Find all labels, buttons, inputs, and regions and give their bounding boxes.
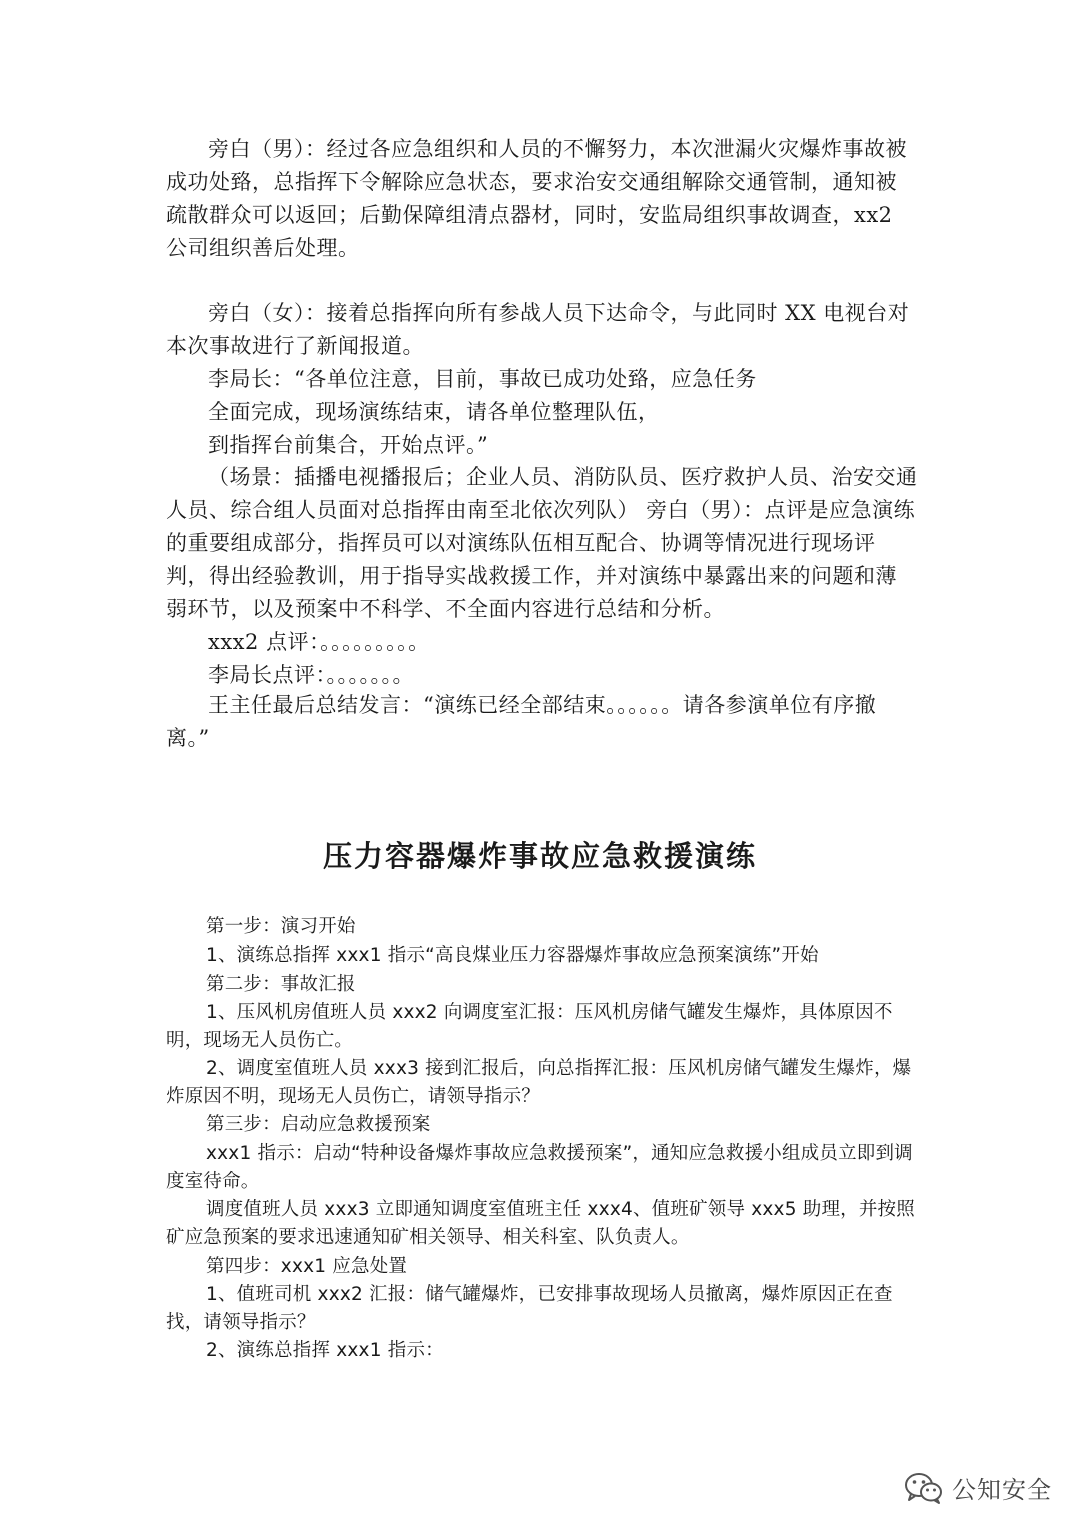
step2-heading: 第二步：事故汇报	[206, 974, 356, 995]
step3-item-1: xxx1 指示：启动“特种设备爆炸事故应急救援预案”，通知应急救援小组成员立即到调度室待命。	[166, 1143, 913, 1192]
step4-heading: 第四步：xxx1 应急处置	[206, 1256, 408, 1277]
review-li: 李局长点评：。。。。。。。	[208, 663, 414, 687]
director-li-line-1: 李局长：“各单位注意，目前，事故已成功处臵，应急任务	[208, 367, 757, 391]
wechat-icon	[904, 1471, 944, 1505]
review-xxx2: xxx2 点评：。。。。。。。。。	[208, 630, 430, 654]
step1-heading: 第一步：演习开始	[206, 916, 356, 937]
narration-paragraph-1: 旁白（男）：经过各应急组织和人员的不懈努力，本次泄漏火灾爆炸事故被成功处臵，总指挥下令解除应急状态，要求治安交通组解除交通管制，通知被疏散群众可以返回；后勤保障组清点器材，同时，安监局组织事故调查，xx2 公司组织善后处理。	[166, 137, 907, 260]
step2-item-2: 2、调度室值班人员 xxx3 接到汇报后，向总指挥汇报：压风机房储气罐发生爆炸，爆炸原因不明，现场无人员伤亡，请领导指示？	[166, 1058, 912, 1107]
step3-heading: 第三步：启动应急救援预案	[206, 1114, 431, 1135]
step4-item-1: 1、值班司机 xxx2 汇报：储气罐爆炸，已安排事故现场人员撤离，爆炸原因正在查找，请领导指示？	[166, 1284, 893, 1333]
section-title: 压力容器爆炸事故应急救援演练	[322, 839, 757, 873]
director-li-line-2: 全面完成，现场演练结束，请各单位整理队伍，	[208, 400, 660, 424]
watermark-text: 公知安全	[952, 1476, 1052, 1504]
narration-paragraph-2: 旁白（女）：接着总指挥向所有参战人员下达命令，与此同时 XX 电视台对本次事故进行了新闻报道。	[166, 301, 910, 358]
director-li-line-3: 到指挥台前集合，开始点评。”	[208, 433, 489, 457]
step4-item-2: 2、演练总指挥 xxx1 指示：	[206, 1340, 444, 1361]
final-speech: 王主任最后总结发言：“演练已经全部结束。。。。。。请各参演单位有序撤离。”	[166, 693, 877, 750]
scene-paragraph: （场景：插播电视播报后；企业人员、消防队员、医疗救护人员、治安交通人员、综合组人员面对总指挥由南至北依次列队） 旁白（男）：点评是应急演练的重要组成部分，指挥员可以对演练队伍相互配合、协调等情况进行现场评判，得出经验教训，用于指导实战救援工作，并对演练中暴露出来的问题和薄弱环节，以及预案中不科学、不全面内容进行总结和分析。	[166, 465, 918, 621]
step2-item-1: 1、压风机房值班人员 xxx2 向调度室汇报：压风机房储气罐发生爆炸，具体原因不明，现场无人员伤亡。	[166, 1002, 893, 1051]
step1-item-1: 1、演练总指挥 xxx1 指示“高良煤业压力容器爆炸事故应急预案演练”开始	[206, 945, 819, 966]
watermark	[904, 1470, 1052, 1505]
step3-item-2: 调度值班人员 xxx3 立即通知调度室值班主任 xxx4、值班矿领导 xxx5 助理，并按照矿应急预案的要求迅速通知矿相关领导、相关科室、队负责人。	[166, 1199, 915, 1248]
